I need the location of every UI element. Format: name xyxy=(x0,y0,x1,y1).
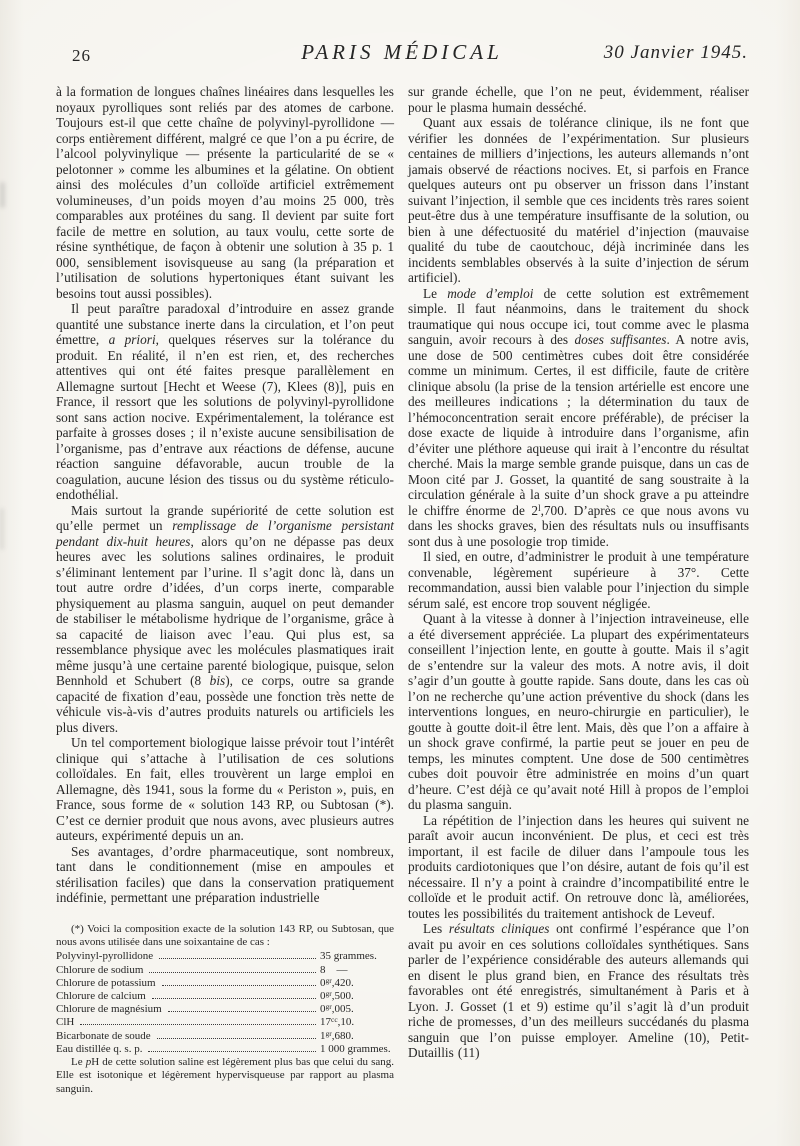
left-column-text xyxy=(56,84,394,906)
text-segment: , quelques réserves sur la tolérance du produit. En réalité, il n’en est rien, et, des recherches attentives qui ont été faites presque parallèlement en Allemagne surtout [Hecht et Weese (7), Klees (8)], puis en France, il ressort que les solutions de polyvinyl-pyrollidone sont sans action nocive. Expérimentalement, la tolérance est parfaite à grosses doses ; il n’existe aucune sensibilisation de l’organisme, pas d’entrave aux réactions de défense, aucune réaction sanguine défavorable, aucun trouble de la coagulation, aucune lésion des tissus ou du système réticulo-endothélial. xyxy=(56,332,394,502)
dotted-leader xyxy=(80,1024,316,1025)
superscript-text: l xyxy=(538,502,541,513)
text-segment: sur grande échelle, que l’on ne peut, évidemment, réaliser pour le plasma humain desséché. xyxy=(408,84,749,115)
text-segment: Le xyxy=(71,1055,86,1068)
paragraph xyxy=(408,921,749,1061)
right-column xyxy=(408,84,749,1061)
text-segment: Il sied, en outre, d’administrer le produit à une température convenable, légèrement supérieure à 37°. Cette recommandation, aussi bien valable pour l’injection du simple sérum salé, est encore trop souvent négligée. xyxy=(408,549,749,611)
text-segment: à la formation de longues chaînes linéaires dans lesquelles les noyaux pyrolliques sont reliés par des atomes de carbone. Toujours est-il que cette chaîne de polyvinyl-pyrollidone — corps entièrement différent, malgré ce que l’on a pu écrire, de l’alcool polyvinylique — présente la particularité de se « pelotonner » comme les albumines et la gélatine. On obtient ainsi des molécules d’un colloïde artificiel extrêmement volumineuses, d’un poids moyen d’au moins 25 000, très comparables aux protéines du sang. Il devient par suite fort facile de mettre en solution, au taux voulu, cette sorte de résine synthétique, de façon à obtenir une solution à 35 p. 1 000, sensiblement isovisqueuse au sang (la préparation et l’utilisation de solutions hypertoniques étant suivant les besoins tout aussi possibles). xyxy=(56,84,394,301)
text-segment: La répétition de l’injection dans les heures qui suivent ne paraît avoir aucun inconvénient. De plus, et ceci est très important, il est facile de diluer dans l’ampoule tous les produits cardiotoniques que l’on désire, autant de fois qu’il est nécessaire. Il n’y a point à craindre d’incompatibilité entre le colloïde et le produit actif. On retrouve donc là, améliorées, toutes les possibilités du traitement antishock de Leveuf. xyxy=(408,812,749,921)
text-segment: ), ce corps, outre sa grande capacité de fixation d’eau, possède une fonction très nette de véhicule vis-à-vis d’autres produits naturels ou artificiels les plus divers. xyxy=(56,673,394,735)
text-segment: Il peut paraître paradoxal d’introduire en assez grande quantité une substance inerte dans la circulation, et l’on peut émettre, xyxy=(56,301,394,347)
dotted-leader xyxy=(157,1038,316,1039)
ingredient-quantity: $0^{gr},420$. xyxy=(320,975,354,989)
scan-artifact xyxy=(0,182,5,208)
paragraph xyxy=(408,286,749,550)
scan-artifact xyxy=(0,508,4,550)
paragraph xyxy=(56,735,394,844)
ingredient-name: Polyvinyl-pyrollidone xyxy=(56,950,154,963)
composition-row xyxy=(56,1016,394,1029)
composition-row xyxy=(56,1003,394,1016)
text-segment: , alors qu’on ne dépasse pas deux heures avec les solutions salines ordinaires, le produit s’éliminant lentement par l’urine. Il s’agit donc là, dans un tout autre ordre d’idées, d’un corps inerte, comparable physiquement au plasma sanguin, auquel on peut demander de stabiliser le métabolisme hydrique de l’organisme, grâce à sa capacité de liaison avec l’eau. Qui plus est, sa ressemblance physique avec les molécules plasmatiques irait même jusqu’à une certaine parenté biologique, puisque, selon Bennhold et Schubert (8 xyxy=(56,533,394,688)
footnote-note xyxy=(56,1056,394,1096)
text-segment: Quant aux essais de tolérance clinique, ils ne font que vérifier les données de l’expérimentation. Sur plusieurs centaines de milliers d’injections, les auteurs allemands n’ont jamais observé de réactions nocives. Et, si parfois en France quelques auteurs ont pu observer un frisson dans l’instant suivant l’injection, il semble que ces incidents très rares soient peut-être dus à une température insuffisante de la solution, ou bien à une défectuosité du matériel d’injection (mauvaise qualité du tube de caoutchouc, déjà incriminée dans les incidents semblables observés à la suite d’injection de sérum artificiel). xyxy=(408,115,749,285)
ingredient-name: Bicarbonate de soude xyxy=(56,1029,151,1042)
paragraph xyxy=(408,115,749,286)
composition-table xyxy=(56,950,394,1056)
ingredient-quantity: $0^{gr},500$. xyxy=(320,988,354,1002)
journal-title: PARIS MÉDICAL xyxy=(301,40,503,64)
text-segment: Un tel comportement biologique laisse prévoir tout l’intérêt clinique qui s’attache à l’utilisation de ces solutions colloïdales. En fait, elles trouvèrent un large emploi en Allemagne, dès 1941, sous la forme du « Periston », puis, en France, sous forme de « solution 143 RP, ou Subtosan (*). C’est ce dernier produit que nous avons, avec plusieurs autres auteurs, expérimenté depuis un an. xyxy=(56,735,394,843)
composition-row xyxy=(56,1030,394,1043)
paragraph xyxy=(56,84,394,301)
paragraph xyxy=(56,301,394,503)
ingredient-name: Eau distillée q. s. p. xyxy=(56,1042,143,1055)
dotted-leader xyxy=(148,1051,316,1052)
page-number: 26 xyxy=(72,46,91,65)
composition-row xyxy=(56,990,394,1003)
text-segment: Quant à la vitesse à donner à l’injection intraveineuse, elle a été diversement appréciée. La plupart des expérimentateurs conseillent l’injection lente, en goutte à goutte. Mais il s’agit de s’entendre sur la valeur des mots. A notre avis, il doit s’agir d’un goutte à goutte rapide. Sans doute, dans les cas où l’on ne recherche qu’une action préventive du shock (dans les interventions longues, en neuro-chirurgie en particulier), le goutte à goutte doit-il être lent. Mais, dès que l’on a affaire à un shock grave confirmé, la partie peut se jouer en peu de temps, les minutes comptent. Une dose de 500 centimètres cubes doit pouvoir être administrée en moins d’un quart d’heure. C’est déjà ce qu’avait noté Hill à propos de l’emploi du plasma sanguin. xyxy=(408,611,749,812)
dotted-leader xyxy=(149,972,316,973)
text-segment: ont confirmé l’espérance que l’on avait pu avoir en ces solutions colloïdales synthétiques. Sans parler de l’expérience considérable des auteurs allemands qui en disent le plus grand bien, en France des résultats très favorables ont été enregistrés, simultanément à Paris et à Lyon. J. Gosset (1 et 9) estime qu’il s’agit là d’un produit riche de promesses, d’un des meilleurs succédanés du plasma sanguin que l’on puisse employer. Ameline (10), Petit-Dutaillis (11) xyxy=(408,921,749,1060)
italic-text: résultats cliniques xyxy=(448,921,550,936)
text-segment: ,700. D’après ce que nous avons vu dans les shocks graves, bien des résultats nuls ou insuffisants sont dus à une posologie trop timide. xyxy=(408,502,749,549)
ingredient-quantity: $17^{cc},10$. xyxy=(320,1015,355,1029)
paragraph xyxy=(408,549,749,611)
footnote-intro xyxy=(56,923,394,950)
paragraph xyxy=(56,844,394,906)
dotted-leader xyxy=(152,998,316,999)
text-segment: Les xyxy=(423,921,449,936)
dotted-leader xyxy=(168,1011,316,1012)
text-segment: . A notre avis, une dose de 500 centimètres cubes doit être considérée comme un minimum. Certes, il est difficile, faute de critère clinique absolu (la prise de la tension artérielle est encore une des meilleures indications ; la détermination du taux de l’hémoconcentration serait encore préférable), de préciser la dose exacte de liquide à introduire dans l’organisme, afin d’éviter une pléthore aqueuse qui irait à l’encontre du résultat cherché. Mais la marge semble grande puisque, dans un cas de Moon cité par J. Gosset, la quantité de sang soustraite à la circulation générale à la suite d’un shock grave a pu atteindre le chiffre énorme de 2 xyxy=(408,332,749,518)
paragraph xyxy=(56,503,394,736)
issue-date: 30 Janvier 1945. xyxy=(603,42,748,63)
text-segment: Ses avantages, d’ordre pharmaceutique, sont nombreux, tant dans le conditionnement (mise en ampoules et stérilisation faciles) que dans la conservation pratiquement indéfinie, permettant une préparation industrielle xyxy=(56,843,394,905)
paragraph xyxy=(408,611,749,813)
ingredient-name: Chlorure de magnésium xyxy=(56,1003,162,1016)
right-column-text xyxy=(408,84,749,1061)
ingredient-quantity: 35 grammes. xyxy=(320,950,377,963)
page-header xyxy=(56,40,748,72)
left-column xyxy=(56,84,394,1096)
italic-text: bis xyxy=(209,673,226,688)
ingredient-name: Chlorure de calcium xyxy=(56,989,146,1002)
ingredient-name: Chlorure de sodium xyxy=(56,963,144,976)
ingredient-name: ClH xyxy=(56,1016,75,1029)
composition-row xyxy=(56,964,394,977)
italic-text: p xyxy=(85,1055,92,1068)
text-segment: (*) Voici la composition exacte de la solution 143 RP, ou Subtosan, que nous avons utilisée dans une soixantaine de cas : xyxy=(56,922,394,948)
paragraph xyxy=(408,84,749,115)
text-segment: de cette solution est extrêmement simple. Il faut néanmoins, dans le traitement du shock traumatique qui nous occupe ici, tout comme avec le plasma sanguin, avoir recours à des xyxy=(408,285,749,347)
ingredient-quantity: $0^{gr},005$. xyxy=(320,1002,354,1016)
text-segment: Le xyxy=(423,285,448,301)
footnote xyxy=(56,923,394,1097)
italic-text: doses suffisantes xyxy=(574,332,667,347)
ingredient-quantity: 8 — xyxy=(320,963,348,976)
composition-row xyxy=(56,977,394,990)
paragraph xyxy=(408,813,749,922)
italic-text: mode d’emploi xyxy=(447,285,534,301)
italic-text: a priori xyxy=(108,332,156,347)
ingredient-name: Chlorure de potassium xyxy=(56,976,156,989)
dotted-leader xyxy=(159,958,316,959)
ingredient-quantity: 1 000 grammes. xyxy=(320,1042,391,1055)
italic-text: remplissage de l’organisme persistant pendant dix-huit heures xyxy=(56,518,394,549)
composition-row xyxy=(56,950,394,963)
text-segment: H de cette solution saline est légèrement plus bas que celui du sang. Elle est isotonique et légèrement hypervisqueuse par rapport au plasma sanguin. xyxy=(56,1055,394,1095)
ingredient-quantity: $1^{gr},680$. xyxy=(320,1028,354,1042)
dotted-leader xyxy=(162,985,316,986)
composition-row xyxy=(56,1043,394,1056)
text-segment: Mais surtout la grande supériorité de cette solution est qu’elle permet un xyxy=(56,502,394,533)
